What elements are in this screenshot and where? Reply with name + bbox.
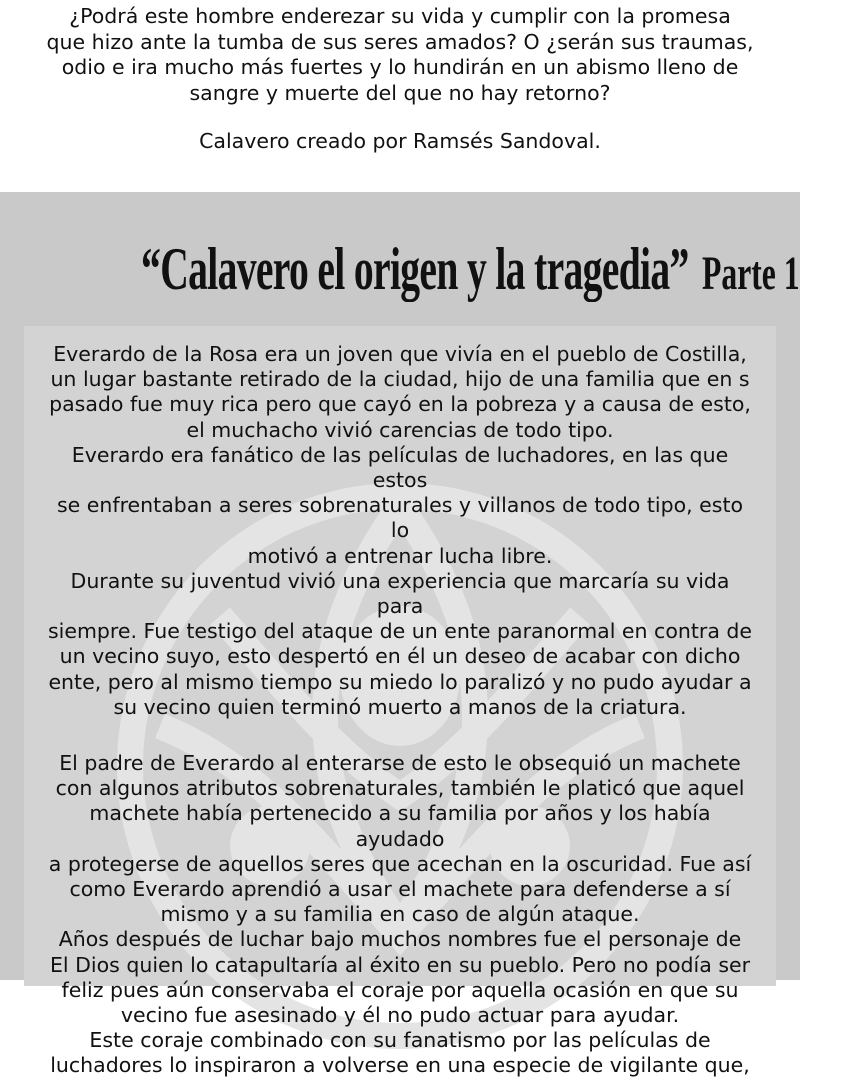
story-line: como Everardo aprendió a usar el machete para defenderse a sí	[69, 877, 731, 902]
story-line: un lugar bastante retirado de la ciudad, hijo de una familia que en s	[50, 367, 750, 392]
story-line: Everardo de la Rosa era un joven que vivía en el pueblo de Costilla,	[53, 342, 747, 366]
story-line: luchadores lo inspiraron a volverse en una especie de vigilante que,	[50, 1053, 750, 1078]
intro-line: ¿Podrá este hombre enderezar su vida y cumplir con la promesa	[69, 4, 731, 28]
story-paragraph-1	[46, 342, 754, 720]
story-line: se enfrentaban a seres sobrenaturales y villanos de todo tipo, esto lo	[56, 493, 744, 543]
story-line: pasado fue muy rica pero que cayó en la pobreza y a causa de esto,	[49, 392, 751, 417]
story-line: motivó a entrenar lucha libre.	[247, 543, 553, 568]
story-line: siempre. Fue testigo del ataque de un ente paranormal en contra de	[47, 619, 753, 644]
story-line: a protegerse de aquellos seres que acechan en la oscuridad. Fue así	[48, 851, 752, 876]
story-line: ente, pero al mismo tiempo su miedo lo paralizó y no pudo ayudar a	[48, 669, 752, 694]
intro-line: odio e ira mucho más fuertes y lo hundirán en un abismo lleno de	[61, 55, 739, 79]
story-line: Durante su juventud vivió una experiencia que marcaría su vida para	[70, 568, 730, 619]
story-title-part: Parte 1	[701, 247, 800, 300]
story-paragraph-2	[46, 751, 754, 1079]
intro-section	[0, 0, 800, 192]
story-line: El padre de Everardo al enterarse de esto le obsequió un machete	[59, 751, 741, 776]
story-line: vecino fue asesinado y él no pudo actuar para ayudar.	[120, 1003, 680, 1028]
story-line: machete había pertenecido a su familia por años y los había ayudado	[89, 801, 711, 851]
story-line: mismo y a su familia en caso de algún ataque.	[160, 902, 640, 927]
intro-line: que hizo ante la tumba de sus seres amados? O ¿serán sus traumas,	[46, 29, 754, 54]
paragraph-gap	[46, 720, 754, 751]
story-line: El Dios quien lo catapultaría al éxito en su pueblo. Pero no podía ser	[49, 952, 751, 977]
story-line: Años después de luchar bajo muchos nombres fue el personaje de	[58, 927, 742, 952]
story-panel	[24, 326, 776, 1078]
story-line: Este coraje combinado con su fanatismo por las películas de	[89, 1028, 711, 1053]
story-line: Everardo era fanático de las películas de luchadores, en las que estos	[71, 442, 729, 493]
story-line: feliz pues aún conservaba el coraje por aquella ocasión en que su	[61, 977, 739, 1002]
story-line: un vecino suyo, esto despertó en él un deseo de acabar con dicho	[59, 644, 741, 669]
credit-line: Calavero creado por Ramsés Sandoval.	[199, 129, 601, 153]
intro-line: sangre y muerte del que no hay retorno?	[189, 80, 611, 105]
story-title-main: “Calavero el origen y la tragedia”	[141, 236, 689, 302]
story-line: el muchacho vivió carencias de todo tipo.	[186, 417, 614, 442]
story-line: su vecino quien terminó muerto a manos de la criatura.	[113, 694, 687, 719]
story-section	[0, 192, 800, 1078]
story-title	[0, 234, 800, 309]
story-line: con algunos atributos sobrenaturales, también le platicó que aquel	[55, 776, 745, 801]
story-body	[24, 342, 776, 1079]
intro-paragraph	[40, 4, 760, 106]
